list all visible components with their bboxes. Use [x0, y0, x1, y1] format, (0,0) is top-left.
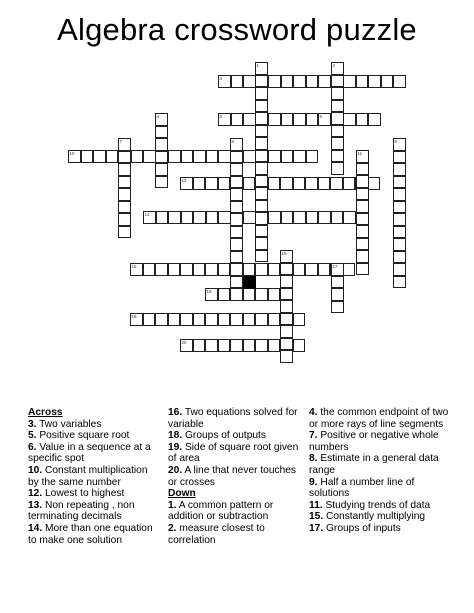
- clue-item: [309, 500, 449, 512]
- grid-cell[interactable]: [255, 288, 268, 301]
- grid-cell[interactable]: [356, 175, 369, 188]
- clue-number: 13.: [28, 499, 43, 511]
- grid-cell[interactable]: [193, 313, 206, 326]
- clue-text: Lowest to highest: [42, 488, 125, 500]
- clue-number: 9.: [309, 476, 318, 488]
- grid-cell[interactable]: [293, 150, 306, 163]
- grid-cell[interactable]: [280, 350, 293, 363]
- grid-cell[interactable]: [318, 211, 331, 224]
- grid-cell[interactable]: [155, 176, 168, 189]
- grid-cell[interactable]: [193, 263, 206, 276]
- grid-cell[interactable]: [268, 177, 281, 190]
- clue-item: [168, 442, 300, 465]
- grid-cell[interactable]: [331, 276, 344, 289]
- grid-cell[interactable]: [318, 177, 331, 190]
- grid-cell[interactable]: [118, 151, 131, 164]
- clue-item: [309, 511, 449, 523]
- grid-cell[interactable]: [255, 200, 268, 213]
- clues-column-3: [309, 407, 449, 535]
- clue-number-label: 17: [332, 264, 338, 269]
- grid-cell[interactable]: [393, 276, 406, 289]
- grid-cell[interactable]: [280, 338, 293, 351]
- grid-cell[interactable]: [255, 100, 268, 113]
- clue-number: 5.: [28, 430, 37, 442]
- grid-cell[interactable]: [131, 150, 144, 163]
- grid-cell[interactable]: [280, 300, 293, 313]
- grid-cell[interactable]: [331, 137, 344, 150]
- grid-cell[interactable]: [293, 75, 306, 88]
- grid-cell[interactable]: [143, 313, 156, 326]
- clue-text: Positive square root: [36, 430, 130, 442]
- clue-item: [28, 523, 160, 546]
- grid-cell[interactable]: [343, 113, 356, 126]
- clue-number-label: 9: [394, 139, 398, 144]
- clue-number-label: 7: [119, 139, 123, 144]
- clue-text: the common endpoint of two or more rays of line segments: [309, 407, 449, 430]
- clue-number: 12.: [28, 488, 43, 500]
- grid-cell[interactable]: [218, 339, 231, 352]
- clue-text: Non repeating , non terminating decimals: [28, 499, 135, 523]
- grid-cell[interactable]: [293, 211, 306, 224]
- grid-cell[interactable]: [331, 162, 344, 175]
- grid-cell[interactable]: [255, 250, 268, 263]
- grid-cell[interactable]: [356, 225, 369, 238]
- grid-cell[interactable]: [356, 113, 369, 126]
- grid-cell[interactable]: [255, 212, 268, 225]
- clue-number-label: 5: [219, 114, 223, 119]
- grid-cell[interactable]: [318, 75, 331, 88]
- grid-cell[interactable]: [356, 200, 369, 213]
- clue-text: More than one equation to make one solution: [28, 522, 153, 546]
- grid-cell[interactable]: [293, 113, 306, 126]
- clue-text: Two equations solved for variable: [168, 407, 298, 430]
- grid-cell[interactable]: [155, 151, 168, 164]
- grid-cell[interactable]: [305, 177, 318, 190]
- grid-cell[interactable]: [230, 201, 243, 214]
- grid-cell[interactable]: [281, 113, 294, 126]
- clue-number: 16.: [168, 407, 183, 418]
- grid-cell[interactable]: [331, 100, 344, 113]
- grid-cell[interactable]: [118, 201, 131, 214]
- grid-cell[interactable]: [180, 263, 193, 276]
- grid-cell[interactable]: [243, 150, 256, 163]
- grid-cell[interactable]: [230, 163, 243, 176]
- grid-cell[interactable]: [106, 150, 119, 163]
- grid-cell[interactable]: [206, 150, 219, 163]
- grid-cell[interactable]: [155, 313, 168, 326]
- clue-number: 18.: [168, 430, 183, 442]
- clue-text: Groups of inputs: [323, 522, 401, 534]
- clue-text: Constantly multiplying: [323, 511, 426, 523]
- grid-cell[interactable]: [368, 113, 381, 126]
- grid-cell[interactable]: [268, 313, 281, 326]
- grid-cell[interactable]: [118, 163, 131, 176]
- grid-cell[interactable]: [168, 313, 181, 326]
- clue-item: [168, 523, 300, 546]
- grid-cell[interactable]: [156, 211, 169, 224]
- grid-cell[interactable]: [255, 75, 268, 88]
- grid-cell[interactable]: [331, 75, 344, 88]
- grid-cell[interactable]: [330, 177, 343, 190]
- clue-number: 3.: [28, 418, 37, 430]
- grid-cell[interactable]: [155, 163, 168, 176]
- grid-cell[interactable]: [230, 151, 243, 164]
- grid-cell[interactable]: [243, 263, 256, 276]
- clue-number-label: 10: [69, 151, 75, 156]
- grid-cell[interactable]: [218, 211, 231, 224]
- grid-cell[interactable]: [168, 211, 181, 224]
- grid-cell[interactable]: [255, 175, 268, 188]
- grid-cell[interactable]: [181, 211, 194, 224]
- grid-cell[interactable]: [255, 150, 268, 163]
- grid-cell[interactable]: [343, 75, 356, 88]
- grid-cell[interactable]: [193, 211, 206, 224]
- grid-cell[interactable]: [393, 75, 406, 88]
- grid-cell[interactable]: [218, 313, 231, 326]
- clue-text: Half a number line of solutions: [309, 476, 415, 500]
- clue-number-label: 3: [219, 76, 223, 81]
- grid-cell[interactable]: [268, 150, 281, 163]
- grid-cell[interactable]: [255, 137, 268, 150]
- puzzle-title: Algebra crossword puzzle: [57, 12, 417, 47]
- grid-cell[interactable]: [155, 126, 168, 139]
- grid-cell[interactable]: [230, 213, 243, 226]
- clue-item: [168, 500, 300, 523]
- clue-item: [28, 430, 160, 442]
- grid-cell[interactable]: [281, 150, 294, 163]
- clue-number-label: 16: [131, 264, 137, 269]
- grid-cell[interactable]: [255, 339, 268, 352]
- clues-column-1: [28, 407, 160, 546]
- clue-item: [168, 407, 300, 430]
- grid-cell[interactable]: [205, 313, 218, 326]
- clue-item: [168, 430, 300, 442]
- grid-cell[interactable]: [268, 288, 281, 301]
- across-heading: Across: [28, 407, 63, 418]
- clues-column-2: [168, 407, 300, 546]
- clue-item: [28, 442, 160, 465]
- grid-cell[interactable]: [268, 263, 281, 276]
- clue-item: [309, 523, 449, 535]
- grid-cell[interactable]: [331, 112, 344, 125]
- clue-number: 14.: [28, 522, 43, 534]
- grid-cell[interactable]: [381, 75, 394, 88]
- grid-cell[interactable]: [255, 125, 268, 138]
- clue-item: [309, 407, 449, 430]
- clue-item: [28, 419, 160, 431]
- grid-cell[interactable]: [268, 75, 281, 88]
- clue-number-label: 8: [231, 139, 235, 144]
- grid-cell[interactable]: [281, 211, 294, 224]
- clue-text: Value in a sequence at a specific spot: [28, 441, 151, 465]
- grid-cell[interactable]: [281, 75, 294, 88]
- clue-number: 10.: [28, 464, 43, 476]
- clue-number: 4.: [309, 407, 318, 418]
- grid-cell[interactable]: [118, 226, 131, 239]
- clue-number: 15.: [309, 511, 324, 523]
- grid-cell[interactable]: [255, 162, 268, 175]
- grid-cell[interactable]: [243, 339, 256, 352]
- clue-number: 19.: [168, 441, 183, 453]
- grid-cell[interactable]: [193, 177, 206, 190]
- grid-cell[interactable]: [331, 150, 344, 163]
- grid-cell[interactable]: [180, 313, 193, 326]
- grid-cell[interactable]: [280, 177, 293, 190]
- clue-number-label: 15: [281, 251, 287, 256]
- clue-number-label: 1: [256, 63, 260, 68]
- grid-cell[interactable]: [230, 263, 243, 276]
- grid-cell[interactable]: [118, 176, 131, 189]
- clue-number-label: 14: [144, 212, 150, 217]
- grid-cell[interactable]: [143, 263, 156, 276]
- clue-item: [28, 465, 160, 488]
- grid-cell[interactable]: [218, 263, 231, 276]
- grid-cell[interactable]: [306, 113, 319, 126]
- grid-cell[interactable]: [356, 75, 369, 88]
- grid-cell[interactable]: [243, 113, 256, 126]
- clue-number-label: 6: [319, 114, 323, 119]
- clue-number-label: 2: [332, 63, 336, 68]
- clue-item: [309, 430, 449, 453]
- grid-cell[interactable]: [243, 288, 256, 301]
- grid-cell[interactable]: [243, 177, 256, 190]
- grid-cell[interactable]: [280, 288, 293, 301]
- grid-cell[interactable]: [393, 238, 406, 251]
- grid-cell[interactable]: [93, 150, 106, 163]
- clue-number-label: 4: [156, 114, 160, 119]
- grid-cell[interactable]: [305, 263, 318, 276]
- clue-text: A common pattern or addition or subtraction: [168, 499, 274, 523]
- grid-cell[interactable]: [193, 339, 206, 352]
- clue-text: Groups of outputs: [182, 430, 266, 442]
- clue-item: [168, 465, 300, 488]
- grid-cell[interactable]: [118, 188, 131, 201]
- grid-cell[interactable]: [306, 211, 319, 224]
- clue-text: Constant multiplication by the same number: [28, 464, 148, 488]
- grid-cell[interactable]: [155, 263, 168, 276]
- grid-cell[interactable]: [268, 339, 281, 352]
- grid-cell[interactable]: [331, 288, 344, 301]
- grid-cell[interactable]: [331, 125, 344, 138]
- grid-cell[interactable]: [218, 177, 231, 190]
- grid-cell[interactable]: [255, 313, 268, 326]
- grid-cell[interactable]: [230, 276, 243, 289]
- clue-text: A line that never touches or crosses: [168, 464, 297, 488]
- grid-cell[interactable]: [243, 75, 256, 88]
- grid-cell[interactable]: [205, 263, 218, 276]
- grid-cell[interactable]: [193, 150, 206, 163]
- grid-cell[interactable]: [280, 275, 293, 288]
- grid-cell[interactable]: [168, 150, 181, 163]
- clue-text: Estimate in a general data range: [309, 453, 439, 476]
- grid-cell[interactable]: [356, 163, 369, 176]
- grid-cell[interactable]: [155, 138, 168, 151]
- grid-cell[interactable]: [343, 211, 356, 224]
- grid-cell[interactable]: [118, 213, 131, 226]
- clue-item: [309, 477, 449, 500]
- clue-number: 7.: [309, 430, 318, 442]
- grid-cell[interactable]: [393, 251, 406, 264]
- grid-cell[interactable]: [318, 263, 331, 276]
- grid-cell[interactable]: [205, 339, 218, 352]
- grid-cell[interactable]: [343, 263, 356, 276]
- clue-item: [28, 488, 160, 500]
- clue-text: measure closest to correlation: [168, 522, 265, 546]
- grid-cell[interactable]: [293, 263, 306, 276]
- grid-cell[interactable]: [255, 187, 268, 200]
- grid-cell[interactable]: [243, 211, 256, 224]
- grid-cell[interactable]: [255, 263, 268, 276]
- grid-cell[interactable]: [255, 112, 268, 125]
- grid-cell[interactable]: [393, 213, 406, 226]
- shaded-cell: [243, 276, 256, 289]
- grid-cell[interactable]: [255, 237, 268, 250]
- clue-text: Studying trends of data: [322, 499, 431, 511]
- grid-cell[interactable]: [331, 301, 344, 314]
- grid-cell[interactable]: [255, 225, 268, 238]
- grid-cell[interactable]: [205, 177, 218, 190]
- clue-number: 1.: [168, 499, 177, 511]
- grid-cell[interactable]: [331, 87, 344, 100]
- grid-cell[interactable]: [206, 211, 219, 224]
- grid-cell[interactable]: [393, 201, 406, 214]
- grid-cell[interactable]: [356, 238, 369, 251]
- grid-cell[interactable]: [231, 75, 244, 88]
- clue-number: 2.: [168, 522, 177, 534]
- grid-cell[interactable]: [393, 188, 406, 201]
- grid-cell[interactable]: [356, 188, 369, 201]
- grid-cell[interactable]: [268, 211, 281, 224]
- grid-cell[interactable]: [393, 151, 406, 164]
- grid-cell[interactable]: [230, 238, 243, 251]
- grid-cell[interactable]: [368, 177, 381, 190]
- grid-cell[interactable]: [243, 313, 256, 326]
- grid-cell[interactable]: [218, 288, 231, 301]
- grid-cell[interactable]: [356, 263, 369, 276]
- grid-cell[interactable]: [393, 263, 406, 276]
- grid-cell[interactable]: [293, 339, 306, 352]
- grid-cell[interactable]: [230, 251, 243, 264]
- grid-cell[interactable]: [168, 263, 181, 276]
- grid-cell[interactable]: [230, 339, 243, 352]
- grid-cell[interactable]: [356, 213, 369, 226]
- grid-cell[interactable]: [393, 226, 406, 239]
- clue-number-label: 18: [206, 289, 212, 294]
- clue-item: [28, 500, 160, 523]
- grid-cell[interactable]: [368, 75, 381, 88]
- grid-cell[interactable]: [280, 313, 293, 326]
- grid-cell[interactable]: [230, 188, 243, 201]
- grid-cell[interactable]: [181, 150, 194, 163]
- grid-cell[interactable]: [293, 177, 306, 190]
- clue-number-label: 19: [131, 314, 137, 319]
- grid-cell[interactable]: [218, 150, 231, 163]
- grid-cell[interactable]: [393, 176, 406, 189]
- grid-cell[interactable]: [356, 250, 369, 263]
- clue-number: 17.: [309, 522, 324, 534]
- grid-cell[interactable]: [306, 75, 319, 88]
- clue-number-label: 11: [357, 151, 363, 156]
- grid-cell[interactable]: [331, 211, 344, 224]
- grid-cell[interactable]: [231, 113, 244, 126]
- clue-text: Side of square root given of area: [168, 441, 299, 465]
- grid-cell[interactable]: [393, 163, 406, 176]
- grid-cell[interactable]: [143, 150, 156, 163]
- grid-cell[interactable]: [280, 263, 293, 276]
- clue-number-label: 12: [181, 178, 187, 183]
- grid-cell[interactable]: [343, 177, 356, 190]
- clue-text: Two variables: [36, 418, 102, 430]
- grid-cell[interactable]: [81, 150, 94, 163]
- grid-cell[interactable]: [255, 87, 268, 100]
- down-heading: Down: [168, 488, 196, 500]
- grid-cell[interactable]: [268, 113, 281, 126]
- clue-number-label: 20: [181, 340, 187, 345]
- grid-cell[interactable]: [230, 176, 243, 189]
- clue-text: Positive or negative whole numbers: [309, 430, 439, 453]
- grid-cell[interactable]: [280, 325, 293, 338]
- grid-cell[interactable]: [306, 150, 319, 163]
- clue-number: 20.: [168, 464, 183, 476]
- clue-item: [309, 453, 449, 476]
- clue-number: 8.: [309, 453, 318, 465]
- clue-number: 6.: [28, 441, 37, 453]
- clue-number: 11.: [309, 499, 323, 511]
- grid-cell[interactable]: [230, 288, 243, 301]
- grid-cell[interactable]: [293, 313, 306, 326]
- grid-cell[interactable]: [230, 313, 243, 326]
- grid-cell[interactable]: [230, 226, 243, 239]
